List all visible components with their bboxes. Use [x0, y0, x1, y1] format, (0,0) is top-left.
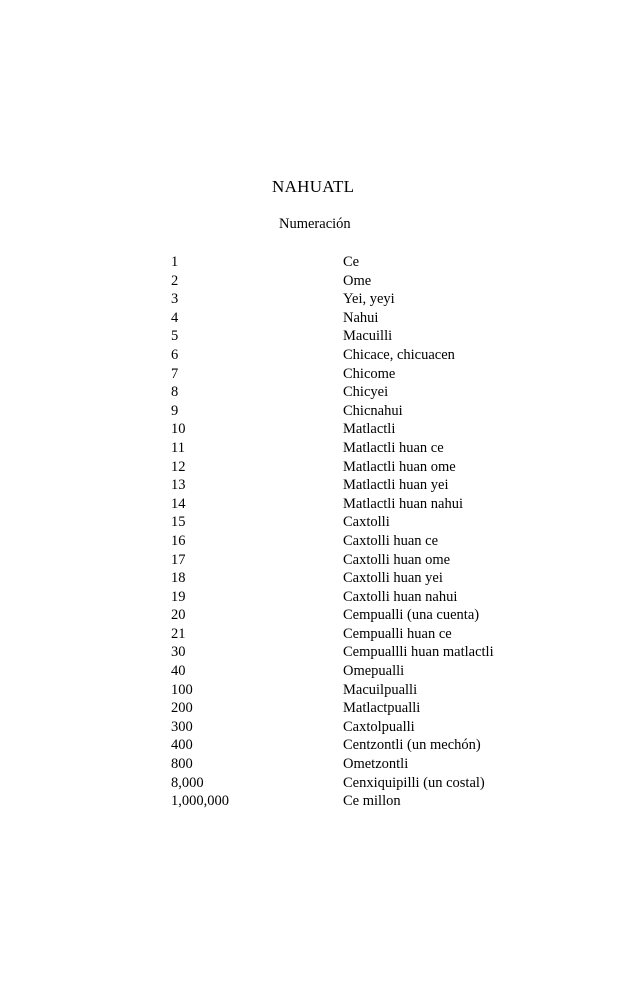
nahuatl-word-cell: Cempualli huan ce	[343, 625, 452, 642]
nahuatl-word-cell: Macuilli	[343, 328, 393, 345]
number-cell: 20	[171, 607, 186, 624]
nahuatl-word-cell: Matlactli huan yei	[343, 477, 449, 494]
nahuatl-word-cell: Matlactli huan ome	[343, 458, 456, 475]
number-cell: 8,000	[171, 774, 204, 791]
nahuatl-word-cell: Chicnahui	[343, 402, 403, 419]
table-row	[171, 774, 591, 793]
number-cell: 9	[171, 402, 179, 419]
number-cell: 10	[171, 421, 186, 438]
table-row	[171, 551, 591, 570]
number-cell: 5	[171, 328, 179, 345]
nahuatl-word-cell: Chicyei	[343, 384, 389, 401]
number-cell: 14	[171, 495, 186, 512]
table-row	[171, 643, 591, 662]
number-cell: 19	[171, 588, 186, 605]
table-row	[171, 495, 591, 514]
number-cell: 12	[171, 458, 186, 475]
number-cell: 4	[171, 309, 179, 326]
table-row	[171, 718, 591, 737]
number-cell: 30	[171, 644, 186, 661]
table-row	[171, 699, 591, 718]
nahuatl-word-cell: Centzontli (un mechón)	[343, 737, 481, 754]
table-row	[171, 625, 591, 644]
table-row	[171, 309, 591, 328]
table-row	[171, 662, 591, 681]
number-cell: 21	[171, 625, 186, 642]
number-cell: 300	[171, 718, 193, 735]
nahuatl-word-cell: Ce	[343, 254, 360, 270]
number-cell: 13	[171, 477, 186, 494]
nahuatl-word-cell: Cenxiquipilli (un costal)	[343, 774, 485, 791]
nahuatl-word-cell: Matlactli huan nahui	[343, 495, 463, 512]
number-cell: 3	[171, 291, 179, 308]
table-row	[171, 365, 591, 384]
table-row	[171, 383, 591, 402]
table-row	[171, 755, 591, 774]
nahuatl-word-cell: Chicome	[343, 365, 396, 382]
nahuatl-word-cell: Caxtolli huan ce	[343, 532, 439, 549]
table-row	[171, 681, 591, 700]
number-cell: 40	[171, 663, 186, 680]
number-cell: 6	[171, 346, 179, 363]
number-cell: 1	[171, 254, 179, 270]
nahuatl-word-cell: Chicace, chicuacen	[343, 346, 455, 363]
number-cell: 17	[171, 551, 186, 568]
number-cell: 8	[171, 384, 179, 401]
numeration-table	[171, 253, 591, 811]
number-cell: 2	[171, 272, 179, 289]
table-row	[171, 736, 591, 755]
number-cell: 200	[171, 700, 193, 717]
number-cell: 15	[171, 514, 186, 531]
number-cell: 16	[171, 532, 186, 549]
table-row	[171, 532, 591, 551]
nahuatl-word-cell: Ome	[343, 272, 372, 289]
table-row	[171, 272, 591, 291]
number-cell: 18	[171, 570, 186, 587]
number-cell: 100	[171, 681, 193, 698]
nahuatl-word-cell: Caxtolli huan ome	[343, 551, 451, 568]
table-row	[171, 476, 591, 495]
nahuatl-word-cell: Caxtolli huan yei	[343, 570, 443, 587]
number-cell: 800	[171, 756, 193, 773]
nahuatl-word-cell: Ometzontli	[343, 756, 409, 773]
nahuatl-word-cell: Cempuallli huan matlactli	[343, 644, 494, 661]
table-row	[171, 402, 591, 421]
nahuatl-word-cell: Caxtolpualli	[343, 718, 415, 735]
nahuatl-word-cell: Macuilpualli	[343, 681, 418, 698]
table-row	[171, 420, 591, 439]
table-row	[171, 458, 591, 477]
nahuatl-word-cell: Ce millon	[343, 793, 401, 810]
nahuatl-word-cell: Matlactpualli	[343, 700, 421, 717]
table-row	[171, 606, 591, 625]
nahuatl-word-cell: Caxtolli huan nahui	[343, 588, 458, 605]
number-cell: 1,000,000	[171, 793, 229, 810]
page-title: NAHUATL	[272, 177, 355, 196]
table-row	[171, 439, 591, 458]
table-row	[171, 346, 591, 365]
table-row	[171, 327, 591, 346]
nahuatl-word-cell: Cempualli (una cuenta)	[343, 607, 480, 624]
table-row	[171, 588, 591, 607]
table-row	[171, 569, 591, 588]
number-cell: 7	[171, 365, 179, 382]
table-row	[171, 513, 591, 532]
nahuatl-word-cell: Matlactli	[343, 421, 396, 438]
nahuatl-word-cell: Omepualli	[343, 663, 405, 680]
number-cell: 11	[171, 439, 185, 456]
nahuatl-word-cell: Matlactli huan ce	[343, 439, 444, 456]
nahuatl-word-cell: Yei, yeyi	[343, 291, 395, 308]
nahuatl-word-cell: Nahui	[343, 309, 379, 326]
table-row	[171, 792, 591, 811]
table-row	[171, 253, 591, 272]
page-subtitle: Numeración	[279, 216, 351, 232]
nahuatl-word-cell: Caxtolli	[343, 514, 390, 531]
table-row	[171, 290, 591, 309]
number-cell: 400	[171, 737, 193, 754]
